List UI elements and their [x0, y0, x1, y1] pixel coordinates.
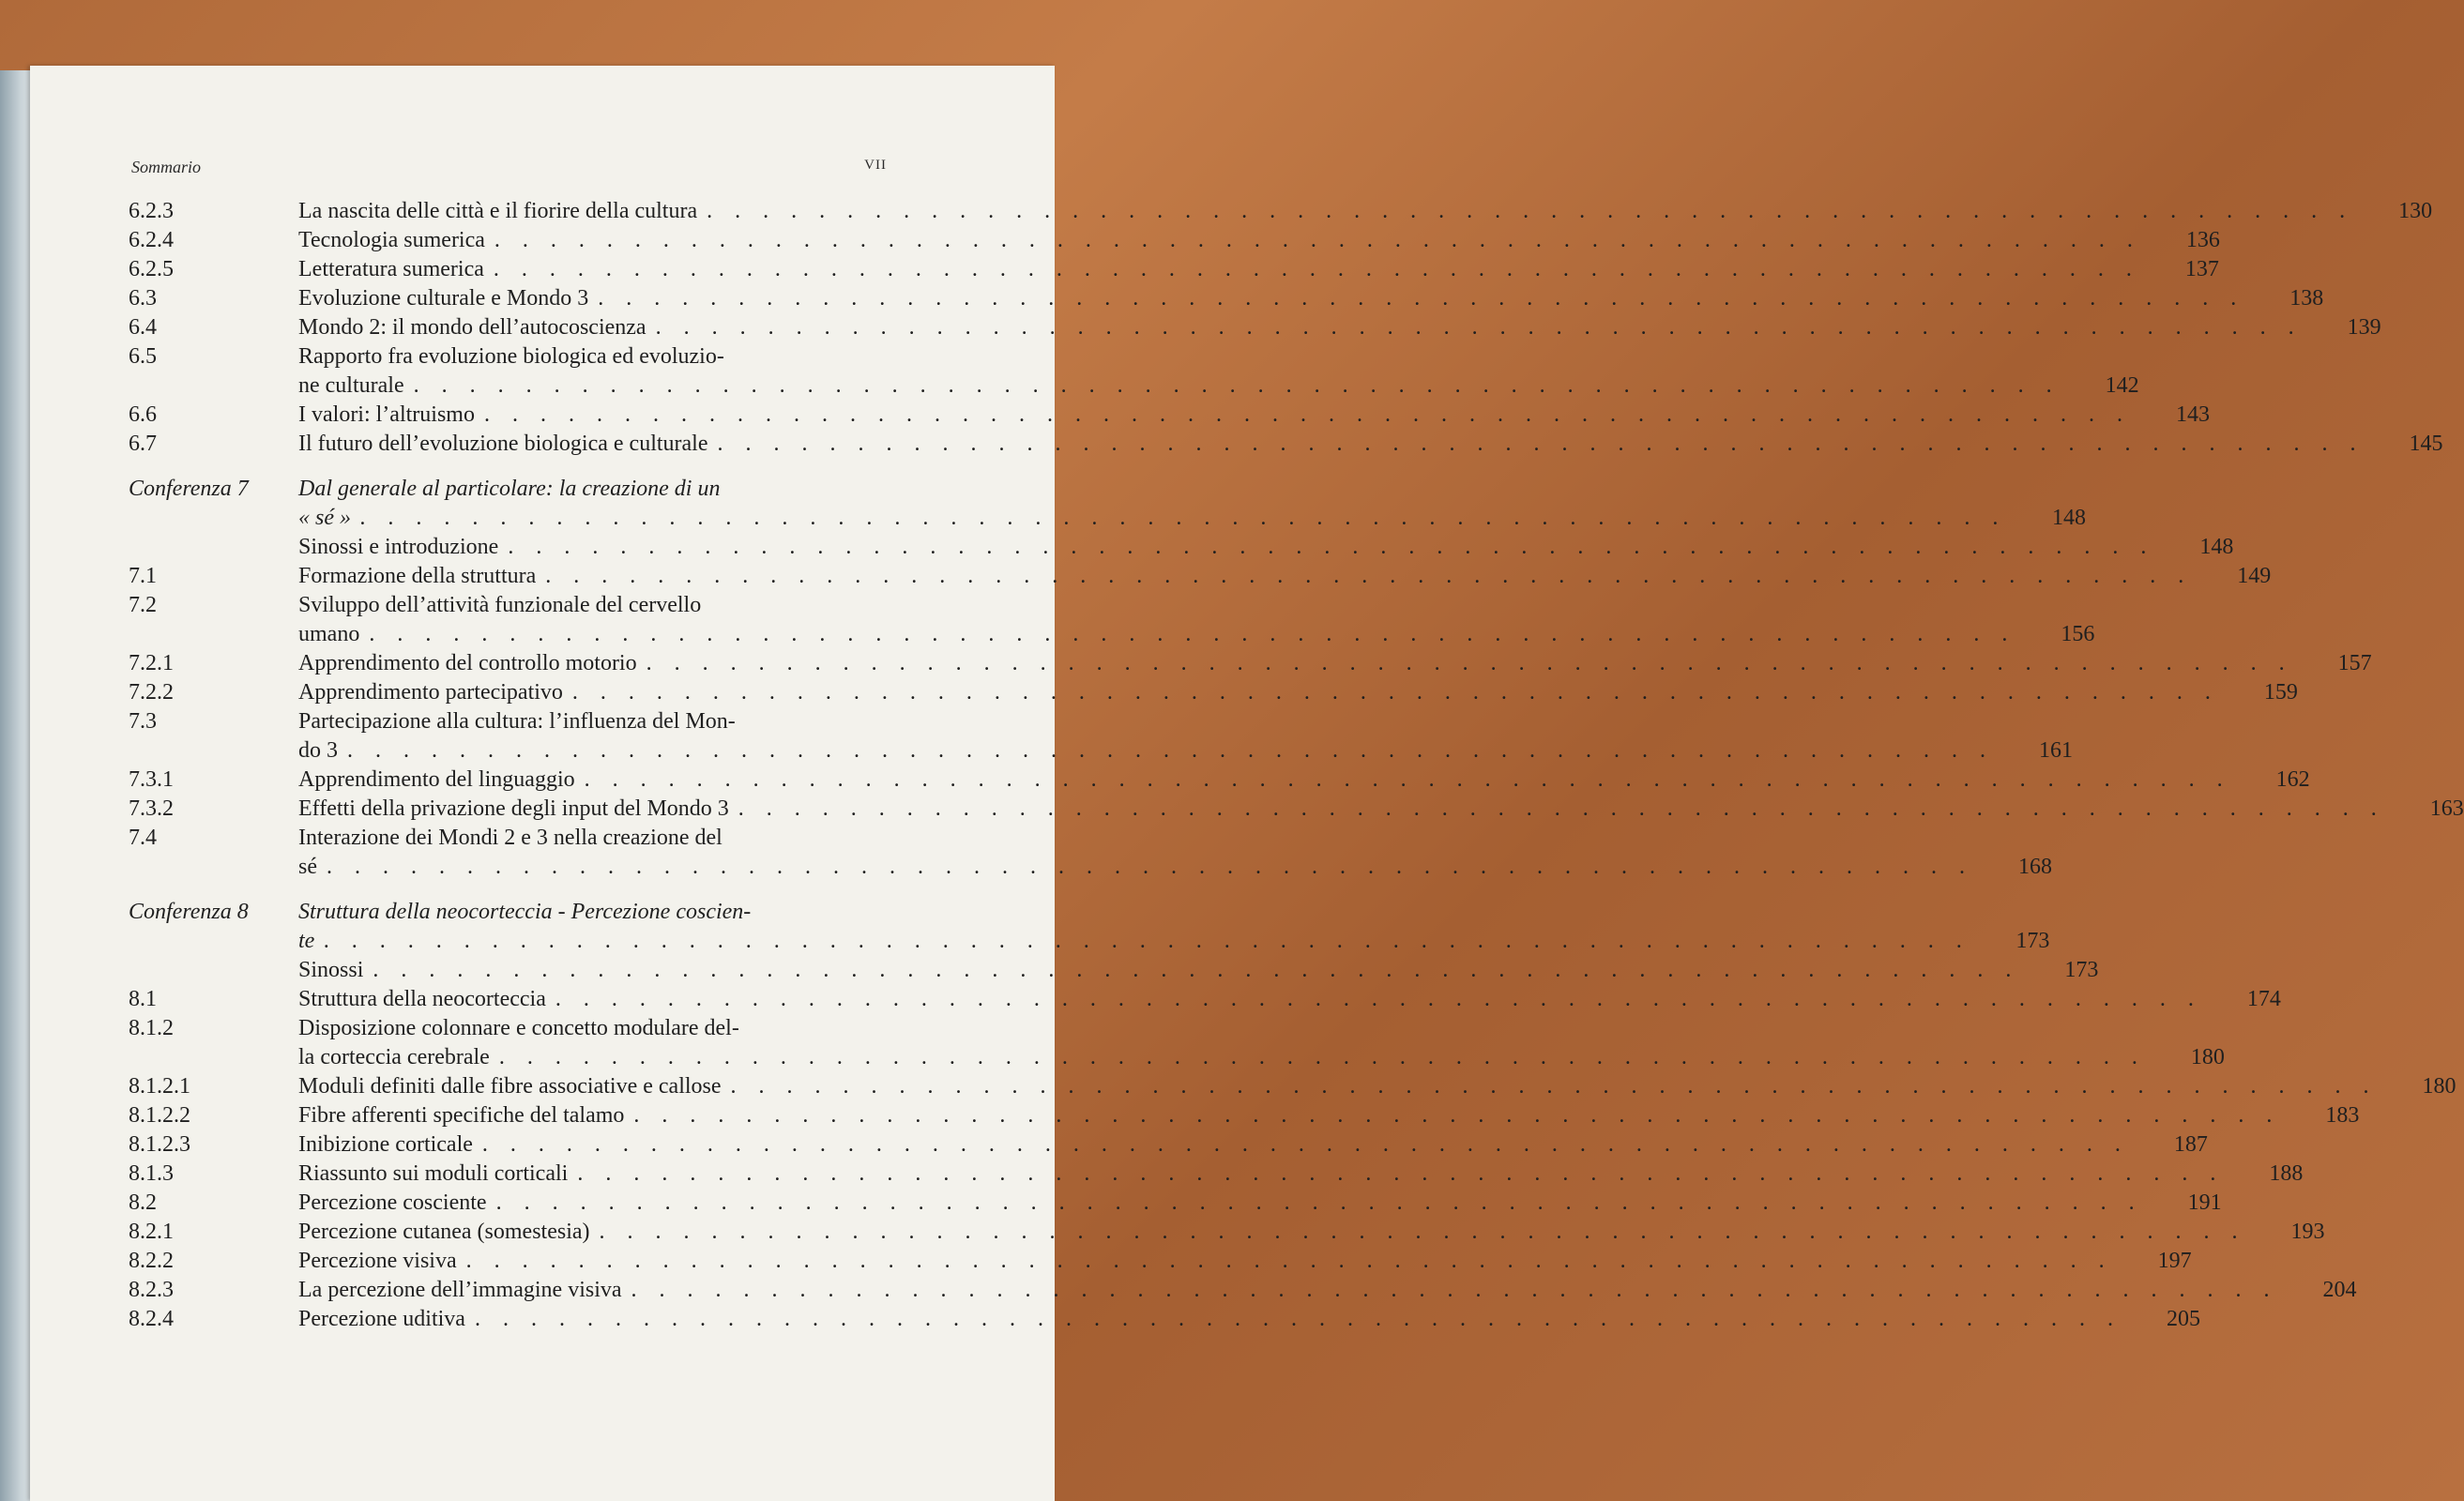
toc-entry-title-line: [298, 562, 2192, 591]
toc-entry-title-text: umano: [298, 622, 360, 646]
toc-entry-page-number: 161: [2039, 738, 2073, 763]
toc-entry-title-line: [298, 1072, 2378, 1101]
toc-entry-title: [298, 1101, 2286, 1130]
toc-entry-title: [298, 475, 2013, 533]
toc-entry: [129, 401, 2210, 430]
toc-entry-title: [298, 707, 2000, 766]
toc-entry-page-number: 188: [2269, 1161, 2304, 1186]
toc-entry-page-number: 142: [2105, 373, 2139, 398]
dot-leader: [577, 1160, 2224, 1189]
toc-entry-title-text: Struttura della neocorteccia: [298, 987, 546, 1011]
toc-entry-title: [298, 1218, 2252, 1247]
toc-entry-title-line: [298, 1218, 2246, 1247]
toc-entry-page-number: 180: [2422, 1074, 2456, 1099]
toc-entry: [129, 795, 2464, 824]
toc-entry: [129, 342, 2139, 401]
toc-entry-page-number: 187: [2173, 1132, 2208, 1157]
dot-leader: [324, 927, 1970, 956]
dot-leader: [545, 562, 2192, 591]
toc-entry-number: 6.2.4: [129, 228, 174, 252]
toc-entry-title-line: Disposizione colonnare e concetto modulare del-: [298, 1016, 739, 1040]
toc-entry-title-line: Sviluppo dell’attività funzionale del cervello: [298, 593, 702, 617]
toc-entry-page-number: 173: [2015, 929, 2050, 953]
toc-entry-title-line: [298, 985, 2202, 1014]
section-gap: [129, 882, 907, 898]
toc-entry-title: [298, 533, 2160, 562]
running-head: [131, 158, 887, 180]
toc-entry-title: [298, 1130, 2135, 1160]
toc-entry-title-text: La nascita delle città e il fiorire della cultura: [298, 199, 698, 223]
toc-entry-number: 8.2.2: [129, 1249, 174, 1273]
toc-entry-title: [298, 1014, 2152, 1072]
toc-entry-page-number: 130: [2398, 199, 2433, 223]
toc-entry: [129, 1305, 2200, 1334]
toc-entry-number: 7.2: [129, 593, 157, 617]
dot-leader: [494, 255, 2140, 284]
dot-leader: [499, 1043, 2146, 1072]
toc-entry-title: [298, 284, 2250, 313]
toc-entry-title-line: [298, 649, 2293, 678]
toc-entry-title: [298, 1072, 2383, 1101]
toc-entry-number: 8.2.3: [129, 1278, 174, 1302]
toc-entry-title: [298, 678, 2225, 707]
dot-leader: [496, 1189, 2143, 1218]
toc-entry-page-number: 138: [2289, 286, 2324, 311]
toc-entry-title-line: [298, 1130, 2129, 1160]
toc-entry-title-line: [298, 533, 2154, 562]
toc-entry-page-number: 139: [2347, 315, 2381, 340]
toc-entry-page-number: 143: [2175, 402, 2210, 427]
running-head-title: Sommario: [131, 158, 202, 176]
toc-entry-title-text: Sinossi e introduzione: [298, 535, 499, 559]
toc-entry-number: 8.1.2: [129, 1016, 174, 1040]
toc-entry: [129, 1276, 2357, 1305]
toc-entry-title-line: [298, 504, 2007, 533]
toc-entry-title-line: [298, 736, 1994, 766]
toc-entry-title-line: [298, 1305, 2122, 1334]
running-head-page-number: VII: [864, 158, 887, 173]
toc-entry: [129, 533, 2234, 562]
toc-entry-title-line: [298, 795, 2385, 824]
toc-entry: [129, 985, 2281, 1014]
toc-entry-title-text: sé: [298, 855, 317, 879]
toc-entry-title-line: [298, 226, 2141, 255]
dot-leader: [656, 313, 2303, 342]
dot-leader: [466, 1247, 2113, 1276]
toc-entry-title-text: Riassunto sui moduli corticali: [298, 1161, 569, 1186]
toc-entry: [129, 1189, 2222, 1218]
toc-entry-title-text: Percezione cosciente: [298, 1190, 487, 1215]
toc-entry-number: 8.1.3: [129, 1161, 174, 1186]
toc-entry-title-text: Percezione cutanea (somestesia): [298, 1220, 590, 1244]
toc-entry: [129, 678, 2298, 707]
toc-entry-page-number: 191: [2187, 1190, 2222, 1215]
toc-entry-page-number: 180: [2190, 1045, 2225, 1069]
dot-leader: [631, 1276, 2278, 1305]
dot-leader: [731, 1072, 2378, 1101]
toc-entry-title-line: [298, 1189, 2143, 1218]
toc-entry-number: 8.2.1: [129, 1220, 174, 1244]
toc-entry-page-number: 204: [2322, 1278, 2357, 1302]
toc-entry-title-line: [298, 313, 2303, 342]
toc-entry-page-number: 173: [2064, 958, 2099, 982]
toc-entry: [129, 824, 2052, 882]
toc-entry-title-text: Formazione della struttura: [298, 564, 537, 588]
toc-entry-title-line: [298, 678, 2219, 707]
toc-entry-title-line: [298, 1043, 2146, 1072]
toc-entry-page-number: 162: [2275, 767, 2310, 792]
toc-entry-title: [298, 1276, 2284, 1305]
toc-entry-title-text: la corteccia cerebrale: [298, 1045, 490, 1069]
toc-entry-page-number: 157: [2337, 651, 2372, 675]
toc-entry: [129, 1247, 2192, 1276]
toc-entry-number: 8.2: [129, 1190, 157, 1215]
toc-entry: [129, 430, 2443, 459]
dot-leader: [718, 430, 2365, 459]
dot-leader: [360, 504, 2007, 533]
toc-entry-title: [298, 1189, 2149, 1218]
toc-entry-number: 8.1.2.3: [129, 1132, 190, 1157]
toc-entry-title-text: Percezione visiva: [298, 1249, 457, 1273]
toc-entry-number: 6.5: [129, 344, 157, 369]
dot-leader: [598, 284, 2244, 313]
dot-leader: [484, 401, 2131, 430]
toc-entry: [129, 1218, 2325, 1247]
toc-entry-title-text: I valori: l’altruismo: [298, 402, 475, 427]
toc-entry-page-number: 159: [2263, 680, 2298, 705]
toc-entry-number: 6.2.3: [129, 199, 174, 223]
toc-entry-title-line: [298, 927, 1970, 956]
toc-entry-title: [298, 1247, 2119, 1276]
toc-entry-number: 8.1: [129, 987, 157, 1011]
dot-leader: [555, 985, 2202, 1014]
toc-entry-title-line: Partecipazione alla cultura: l’influenza del Mon-: [298, 709, 736, 734]
dot-leader: [482, 1130, 2129, 1160]
toc-entry-title-text: Inibizione corticale: [298, 1132, 473, 1157]
toc-entry: [129, 284, 2324, 313]
toc-entry: [129, 649, 2372, 678]
toc-entry-title: [298, 562, 2198, 591]
toc-entry-title: [298, 313, 2308, 342]
toc-entry: [129, 707, 2073, 766]
toc-entry-number: 7.3: [129, 709, 157, 734]
toc-entry-title-text: ne culturale: [298, 373, 404, 398]
toc-entry-title: [298, 197, 2359, 226]
toc-entry-title-text: Evoluzione culturale e Mondo 3: [298, 286, 589, 311]
dot-leader: [646, 649, 2293, 678]
toc-entry-title: [298, 1305, 2127, 1334]
toc-entry-number: 8.1.2.1: [129, 1074, 190, 1099]
toc-entry-title-text: Effetti della privazione degli input del Mondo 3: [298, 796, 729, 821]
toc-entry-number: 7.3.2: [129, 796, 174, 821]
dot-leader: [494, 226, 2141, 255]
toc-entry-title: [298, 766, 2237, 795]
toc-entry-number: [129, 956, 298, 985]
dot-leader: [738, 795, 2385, 824]
toc-entry-page-number: 197: [2157, 1249, 2192, 1273]
toc-entry-number: [129, 533, 298, 562]
toc-entry: [129, 562, 2272, 591]
toc-entry-title-text: do 3: [298, 738, 338, 763]
toc-entry-title-text: La percezione dell’immagine visiva: [298, 1278, 622, 1302]
toc-entry-title-text: Mondo 2: il mondo dell’autocoscienza: [298, 315, 646, 340]
toc-entry-number: 6.7: [129, 432, 157, 456]
toc-entry: [129, 956, 2099, 985]
toc-entry: [129, 255, 2219, 284]
dot-leader: [414, 371, 2061, 401]
toc-entry-title-line: [298, 371, 2061, 401]
toc-entry-page-number: 148: [2052, 506, 2086, 530]
toc-entry-title-line: Rapporto fra evoluzione biologica ed evoluzio-: [298, 344, 724, 369]
toc-entry-number: 7.4: [129, 826, 157, 850]
toc-entry-title: [298, 956, 2025, 985]
dot-leader: [508, 533, 2154, 562]
toc-entry-number: 6.2.5: [129, 257, 174, 281]
toc-entry-title: [298, 898, 1976, 956]
toc-entry-title-line: [298, 401, 2131, 430]
toc-entry-number: 7.2.2: [129, 680, 174, 705]
toc-entry-title-line: [298, 853, 1973, 882]
table-of-contents: [129, 197, 2464, 1334]
toc-entry-title: [298, 401, 2137, 430]
dot-leader: [475, 1305, 2122, 1334]
toc-entry-title: [298, 430, 2370, 459]
toc-entry-title-line: [298, 430, 2365, 459]
toc-entry-page-number: 149: [2237, 564, 2272, 588]
toc-entry-title: [298, 824, 1979, 882]
toc-entry-number: 7.1: [129, 564, 157, 588]
toc-entry-title: [298, 591, 2021, 649]
toc-entry-page-number: 148: [2199, 535, 2234, 559]
toc-entry-title-line: [298, 956, 2019, 985]
toc-entry-title-text: Apprendimento partecipativo: [298, 680, 563, 705]
toc-entry-title-line: [298, 1160, 2224, 1189]
toc-entry-title-line: [298, 1247, 2113, 1276]
toc-entry-title-line: [298, 255, 2140, 284]
dot-leader: [633, 1101, 2280, 1130]
toc-entry-page-number: 193: [2290, 1220, 2325, 1244]
toc-entry-title-text: te: [298, 929, 315, 953]
dot-leader: [369, 620, 2015, 649]
toc-entry-title: [298, 1160, 2229, 1189]
toc-entry-title-text: Apprendimento del controllo motorio: [298, 651, 637, 675]
toc-entry-page-number: 136: [2185, 228, 2220, 252]
dot-leader: [707, 197, 2353, 226]
toc-entry-title-text: Tecnologia sumerica: [298, 228, 485, 252]
toc-entry: [129, 197, 2433, 226]
toc-entry-title-line: [298, 284, 2244, 313]
toc-entry-page-number: 156: [2061, 622, 2095, 646]
toc-entry-number: 8.1.2.2: [129, 1103, 190, 1128]
toc-entry-number: 7.2.1: [129, 651, 174, 675]
toc-entry-title-line: Dal generale al particolare: la creazione di un: [298, 477, 721, 501]
section-gap: [129, 459, 907, 475]
toc-entry: [129, 226, 2220, 255]
toc-entry: [129, 1160, 2304, 1189]
toc-entry-page-number: 163: [2429, 796, 2464, 821]
toc-entry-page-number: 168: [2018, 855, 2052, 879]
toc-entry-title: [298, 795, 2391, 824]
toc-entry-number: Conferenza 8: [129, 900, 249, 924]
toc-entry-title-line: [298, 197, 2353, 226]
toc-entry-number: 6.4: [129, 315, 157, 340]
toc-entry-number: Conferenza 7: [129, 477, 249, 501]
toc-entry-title: [298, 342, 2066, 401]
toc-entry: [129, 898, 2050, 956]
toc-entry-title: [298, 226, 2147, 255]
dot-leader: [373, 956, 2019, 985]
toc-entry-title-text: Letteratura sumerica: [298, 257, 484, 281]
toc-entry-title: [298, 255, 2146, 284]
toc-entry-page-number: 183: [2325, 1103, 2360, 1128]
dot-leader: [327, 853, 1973, 882]
toc-entry-page-number: 205: [2166, 1307, 2200, 1331]
toc-entry-number: 8.2.4: [129, 1307, 174, 1331]
toc-entry-page-number: 145: [2409, 432, 2443, 456]
toc-entry: [129, 1072, 2456, 1101]
dot-leader: [347, 736, 1994, 766]
toc-entry-number: 6.3: [129, 286, 157, 311]
toc-entry: [129, 1130, 2208, 1160]
dot-leader: [585, 766, 2231, 795]
toc-entry: [129, 766, 2310, 795]
toc-entry-title-text: Moduli definiti dalle fibre associative e callose: [298, 1074, 722, 1099]
toc-entry-number: 7.3.1: [129, 767, 174, 792]
toc-entry-title-line: Interazione dei Mondi 2 e 3 nella creazione del: [298, 826, 722, 850]
toc-entry-title-text: Il futuro dell’evoluzione biologica e culturale: [298, 432, 708, 456]
toc-entry-title-line: Struttura della neocorteccia - Percezione coscien-: [298, 900, 752, 924]
toc-entry: [129, 475, 2086, 533]
toc-entry-title: [298, 985, 2208, 1014]
dot-leader: [600, 1218, 2246, 1247]
toc-entry-title-line: [298, 1276, 2278, 1305]
toc-entry-title-text: Apprendimento del linguaggio: [298, 767, 575, 792]
toc-entry-title-text: Fibre afferenti specifiche del talamo: [298, 1103, 625, 1128]
toc-entry: [129, 313, 2381, 342]
toc-entry: [129, 1101, 2360, 1130]
toc-entry: [129, 591, 2095, 649]
toc-entry-title-line: [298, 620, 2015, 649]
dot-leader: [572, 678, 2219, 707]
toc-entry: [129, 1014, 2225, 1072]
toc-entry-title-line: [298, 766, 2231, 795]
toc-entry-title: [298, 649, 2299, 678]
toc-entry-page-number: 174: [2246, 987, 2281, 1011]
toc-entry-title-line: [298, 1101, 2280, 1130]
toc-entry-page-number: 137: [2184, 257, 2219, 281]
toc-entry-number: 6.6: [129, 402, 157, 427]
toc-entry-title-text: Sinossi: [298, 958, 364, 982]
toc-entry-title-text: Percezione uditiva: [298, 1307, 465, 1331]
toc-entry-title-text: « sé »: [298, 506, 351, 530]
